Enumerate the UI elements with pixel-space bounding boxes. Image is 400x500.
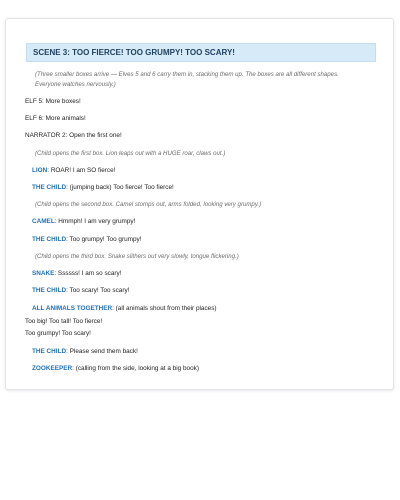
- dialogue-text: : (jumping back) Too fierce! Too fierce!: [66, 184, 174, 191]
- scene-title-banner: SCENE 3: TOO FIERCE! TOO GRUMPY! TOO SCARY!: [26, 43, 376, 62]
- dialogue-line: [32, 305, 217, 313]
- dialogue-text: : ROAR! I am SO fierce!: [47, 167, 116, 174]
- dialogue-line: [32, 218, 135, 226]
- stage-direction: (Child opens the first box. Lion leaps out with a HUGE roar, claws out.): [35, 150, 226, 157]
- speaker-name: CAMEL: [32, 218, 55, 225]
- stage-direction: (Child opens the third box. Snake slithers out very slowly, tongue flickering.): [35, 253, 239, 260]
- speaker-name: THE CHILD: [32, 287, 67, 294]
- dialogue-text: : Too scary! Too scary!: [66, 287, 130, 294]
- speaker-name: ALL ANIMALS TOGETHER: [32, 305, 113, 312]
- stage-direction: Everyone watches nervously.): [35, 81, 116, 88]
- script-line: NARRATOR 2: Open the first one!: [25, 132, 122, 139]
- dialogue-line: [32, 287, 129, 295]
- dialogue-text: : Ssssss! I am so scary!: [54, 270, 122, 277]
- script-line: ELF 6: More animals!: [25, 115, 86, 122]
- dialogue-line: [32, 270, 122, 278]
- script-line: Too grumpy! Too scary!: [25, 330, 91, 337]
- speaker-name: SNAKE: [32, 270, 55, 277]
- dialogue-line: [32, 167, 115, 175]
- dialogue-line: [32, 348, 138, 356]
- dialogue-text: : Hmmph! I am very grumpy!: [54, 218, 136, 225]
- dialogue-text: : Please send them back!: [66, 348, 138, 355]
- script-line: Too big! Too tall! Too fierce!: [25, 318, 103, 325]
- stage-direction: (Three smaller boxes arrive — Elves 5 and 6 carry them in, stacking them up. The boxes are all different shapes.: [35, 71, 339, 78]
- dialogue-line: [32, 236, 142, 244]
- speaker-name: ZOOKEEPER: [32, 365, 73, 372]
- speaker-name: LION: [32, 167, 48, 174]
- dialogue-line: [32, 365, 199, 373]
- script-page: [5, 18, 394, 390]
- speaker-name: THE CHILD: [32, 184, 67, 191]
- dialogue-line: [32, 184, 174, 192]
- dialogue-text: : (calling from the side, looking at a big book): [72, 365, 199, 372]
- speaker-name: THE CHILD: [32, 348, 67, 355]
- stage-direction: (Child opens the second box. Camel stomps out, arms folded, looking very grumpy.): [35, 201, 262, 208]
- dialogue-text: : (all animals shout from their places): [112, 305, 217, 312]
- speaker-name: THE CHILD: [32, 236, 67, 243]
- dialogue-text: : Too grumpy! Too grumpy!: [66, 236, 142, 243]
- script-line: ELF 5: More boxes!: [25, 98, 81, 105]
